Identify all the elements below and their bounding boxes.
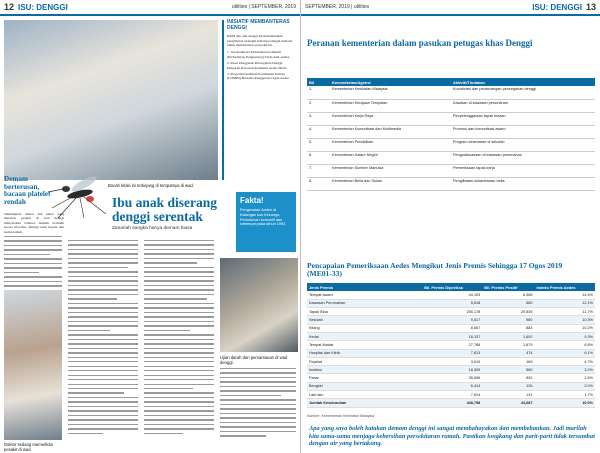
- right-masthead: SEPTEMBER, 2019 | utilities: [305, 4, 370, 10]
- t2-cell: 10.0%: [534, 399, 595, 407]
- t2-cell: 18,137: [422, 332, 482, 340]
- t2-cell: Bengkel: [307, 382, 422, 390]
- photo2-caption: Ujian darah dan pemantauan di wad denggi.: [220, 355, 288, 365]
- t2-cell: 8,667: [422, 324, 482, 332]
- t2-header-inspected: Bil. Premis Diperiksa: [422, 283, 482, 291]
- t2-cell: Pasar: [307, 374, 422, 382]
- t1-cell: Kementerian Dalam Negeri: [330, 151, 451, 164]
- right-page: [300, 0, 600, 453]
- right-page-number: 13: [585, 2, 596, 12]
- table-row: [307, 341, 595, 349]
- t1-cell: Kementerian Kesihatan Malaysia: [330, 86, 451, 99]
- table-row: [307, 138, 595, 151]
- t2-cell: 11.7%: [534, 308, 595, 316]
- sidebar-title: INISIATIF MEMBANTERAS DENGGI: [227, 19, 290, 31]
- table-row: [307, 357, 595, 365]
- t2-cell: 6,365: [482, 291, 534, 299]
- t2-cell: 255,178: [422, 308, 482, 316]
- t1-cell: Kementerian Komunikasi dan Multimedia: [330, 125, 451, 138]
- t1-cell: 1.: [307, 86, 330, 99]
- initiative-sidebar: [222, 20, 296, 180]
- t2-cell: 131: [482, 391, 534, 399]
- blood-test-photo: [220, 258, 298, 352]
- left-header-rule: [0, 14, 300, 16]
- table-row: [307, 391, 595, 399]
- t1-cell: 8.: [307, 177, 330, 190]
- t1-cell: Kementerian Belia dan Sukan: [330, 177, 451, 190]
- t1-cell: Pemeriksaan tapak kerja: [451, 164, 595, 177]
- t1-cell: Penguatkuasaan di kawasan perumahan: [451, 151, 595, 164]
- t2-cell: Hospital dan Klinik: [307, 349, 422, 357]
- table-row: [307, 177, 595, 190]
- t2-cell: Institusi: [307, 366, 422, 374]
- t2-cell: 2.0%: [534, 382, 595, 390]
- t2-cell: 680: [482, 299, 534, 307]
- sidebar-item-1: 1. Jawatankuasa Pertubuhan Komuniti (Perbadanan, Pengurusan) Tiada Anti-Aedes: [227, 50, 290, 59]
- t2-cell: 2.5%: [534, 374, 595, 382]
- table-row: [307, 291, 595, 299]
- table-row: [307, 374, 595, 382]
- t2-cell: 3,616: [422, 357, 482, 365]
- t1-cell: 2.: [307, 99, 330, 112]
- t2-cell: 169: [482, 357, 534, 365]
- t2-cell: 3.2%: [534, 366, 595, 374]
- hospital-bed-photo: [4, 20, 218, 180]
- t2-cell: Sekolah: [307, 316, 422, 324]
- table-row: [307, 125, 595, 138]
- t2-cell: 7,814: [422, 391, 482, 399]
- t2-cell: 12.1%: [534, 299, 595, 307]
- t1-cell: Program kesedaran di sekolah: [451, 138, 595, 151]
- fakta-title: Fakta!: [240, 196, 264, 205]
- t1-cell: 7.: [307, 164, 330, 177]
- table-row-total: [307, 399, 595, 407]
- t2-cell: Lain-lain: [307, 391, 422, 399]
- t2-cell: 1.7%: [534, 391, 595, 399]
- t2-cell: 4.7%: [534, 357, 595, 365]
- t2-header-type: Jenis Premis: [307, 283, 422, 291]
- t1-cell: Penglibatan sukarelawan belia: [451, 177, 595, 190]
- t2-header-positive: Bil. Premis Positif: [482, 283, 534, 291]
- sidebar-intro: KKM dan unit denggi telah memulakan penglibatan strategik melalui pelbagai inisiatif untuk membanteras penyakit ini.: [227, 34, 292, 47]
- t1-cell: Kementerian Pendidikan: [330, 138, 451, 151]
- t2-cell: 6.1%: [534, 349, 595, 357]
- t1-cell: Kementerian Kerja Raya: [330, 112, 451, 125]
- t2-cell: 29,835: [482, 308, 534, 316]
- table-row: [307, 164, 595, 177]
- table2-title: Pencapaian Pemeriksaan Aedes Mengikut Jenis Premis Sehingga 17 Ogos 2019 (ME01-33): [307, 261, 563, 279]
- t2-cell: 980: [482, 316, 534, 324]
- fakta-box: [236, 192, 296, 252]
- t2-cell: 448,758: [422, 399, 482, 407]
- table-row: [307, 99, 595, 112]
- table-row: [307, 366, 595, 374]
- right-header-rule: [301, 14, 600, 16]
- table-row: [307, 332, 595, 340]
- t1-header-activity: Aktiviti/Tindakan: [451, 78, 595, 86]
- t1-cell: 4.: [307, 125, 330, 138]
- t2-cell: 9,517: [422, 316, 482, 324]
- top-photo-caption: Bocah lelaki ini terkejang di tempatnya di wad.: [108, 183, 194, 188]
- pull-quote: Apa yang saya boleh katakan demam denggi ini sangat membahayakan dan membebankan. Jadi marilah kita sama-sama menjaga kebersihan persekitaran rumah. Pastikan longkang dan parit-parit tidak tersumbat dengan air yang bertakung.: [309, 425, 595, 448]
- article-column-1: [68, 240, 138, 437]
- right-section-title: ISU: DENGGI: [532, 2, 582, 12]
- ministry-roles-table: [307, 78, 595, 191]
- main-headline: Ibu anak diserang denggi serentak: [112, 195, 218, 224]
- t2-cell: 10.2%: [534, 324, 595, 332]
- t2-cell: 18,309: [422, 366, 482, 374]
- table-row: [307, 382, 595, 390]
- t1-cell: Kementerian Kerajaan Tempatan: [330, 99, 451, 112]
- table-row: [307, 308, 595, 316]
- t2-cell: 35,696: [422, 374, 482, 382]
- sidebar-item-2: 2. Pusat Penggerak Pencegahan Denggi Pengarah Kawasan Komuniti Aedes Muda: [227, 61, 287, 70]
- table-row: [307, 324, 595, 332]
- t2-cell: Jumlah Keseluruhan: [307, 399, 422, 407]
- table-row: [307, 151, 595, 164]
- t2-cell: 27,786: [422, 341, 482, 349]
- article-column-3: [220, 368, 296, 440]
- t1-cell: Kementerian Sumber Manusia: [330, 164, 451, 177]
- t1-cell: Kawalan di kawasan perumahan: [451, 99, 595, 112]
- table2-note: Sumber: Kementerian Kesihatan Malaysia: [307, 414, 375, 418]
- right-header: [301, 0, 600, 14]
- table-row: [307, 316, 595, 324]
- t2-cell: 1,692: [482, 332, 534, 340]
- t1-cell: Penyelenggaraan tapak binaan: [451, 112, 595, 125]
- left-masthead: utilities | SEPTEMBER, 2019: [231, 4, 296, 10]
- t2-cell: 9.3%: [534, 332, 595, 340]
- article-column-2: [144, 240, 214, 437]
- t2-cell: 5,618: [422, 299, 482, 307]
- left-header: [0, 0, 300, 14]
- t1-cell: Promosi dan komunikasi awam: [451, 125, 595, 138]
- fakta-body: Pengenalan Aedes di Kalangan kos Keluarga, Pertubuhan komuniti dan setempat pada tahun 1992.: [240, 208, 287, 227]
- t2-cell: 892: [482, 374, 534, 382]
- t2-cell: Tapak Bina: [307, 308, 422, 316]
- t1-cell: 5.: [307, 138, 330, 151]
- t1-cell: 3.: [307, 112, 330, 125]
- t2-cell: 883: [482, 324, 534, 332]
- t2-cell: 7,813: [422, 349, 482, 357]
- table-row: [307, 86, 595, 99]
- kicker-title: Demam berterusan, bacaan platelet rendah: [4, 175, 51, 206]
- t2-cell: Kedai: [307, 332, 422, 340]
- sidebar-item-3: 3. Program Kesihatan Perumahan Umum (COMBI) Bersama Penggerak Cegah Aedes: [227, 72, 289, 81]
- t2-header-index: Indeks Premis Aedes: [534, 283, 595, 291]
- t2-cell: 44,193: [422, 291, 482, 299]
- t2-cell: 474: [482, 349, 534, 357]
- t2-cell: 6.8%: [534, 341, 595, 349]
- t2-cell: Kawasan Perumahan: [307, 299, 422, 307]
- t2-cell: 126: [482, 382, 534, 390]
- t1-cell: 6.: [307, 151, 330, 164]
- table-row: [307, 349, 595, 357]
- t1-header-no: Bil: [307, 78, 330, 86]
- t2-cell: Pejabat: [307, 357, 422, 365]
- doctor-child-photo: [4, 290, 62, 440]
- main-subhead: Zanariah sangka hanya demam biasa: [112, 226, 193, 231]
- t1-header-ministry: Kementerian/Agensi: [330, 78, 451, 86]
- kicker-caption: Doktor sedang memeriksa pesakit di wad.: [4, 442, 53, 452]
- inspection-results-table: [307, 283, 595, 408]
- t2-cell: Tempat Ibadat: [307, 341, 422, 349]
- t1-cell: Koordinasi dan perancangan pencegahan denggi: [451, 86, 595, 99]
- t2-cell: Kilang: [307, 324, 422, 332]
- left-section-title: ISU: DENGGI: [18, 2, 68, 12]
- left-page-number: 12: [4, 2, 15, 12]
- table1-title: Peranan kementerian dalam pasukan petugas khas Denggi: [307, 38, 533, 48]
- kicker-body: Sekumpulan doktor dan pakar yang merawat pesakit di wad denggi menyatakan bahawa demam bermula secara tiba-tiba, diiringi sakit kepala dan badan lemah.: [4, 212, 64, 234]
- t2-cell: 44,687: [482, 399, 534, 407]
- t2-cell: 6,414: [422, 382, 482, 390]
- table-row: [307, 112, 595, 125]
- t2-cell: 1,879: [482, 341, 534, 349]
- t2-cell: 580: [482, 366, 534, 374]
- table-row: [307, 299, 595, 307]
- t2-cell: 14.4%: [534, 291, 595, 299]
- t2-cell: Tempat awam: [307, 291, 422, 299]
- t2-cell: 10.3%: [534, 316, 595, 324]
